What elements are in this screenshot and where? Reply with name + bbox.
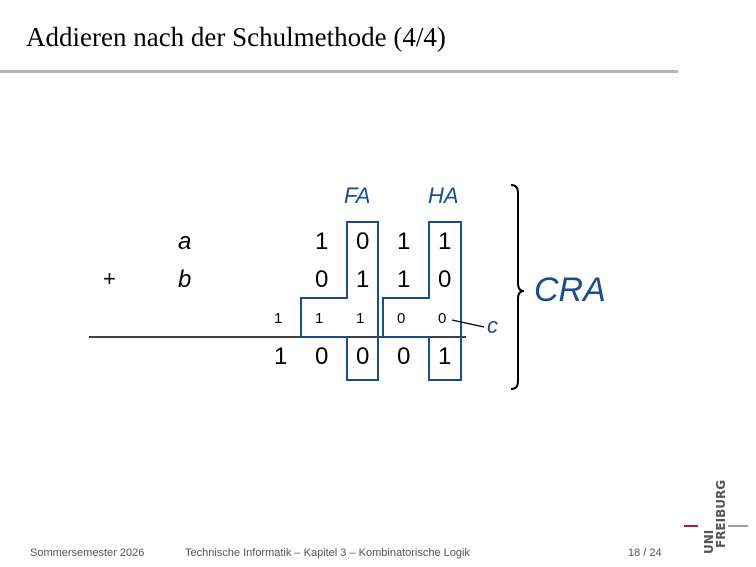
carry-pointer-line: [452, 320, 484, 327]
footer-course: Technische Informatik – Kapitel 3 – Kombinatorische Logik: [185, 547, 470, 559]
sum-digit: 1: [274, 343, 288, 370]
digit-b: 1: [356, 266, 370, 293]
digit-b: 0: [438, 266, 452, 293]
sum-digit: 0: [397, 343, 411, 370]
digit-a: 1: [397, 228, 411, 255]
operand-b-label: b: [178, 266, 192, 293]
carry-digit: 0: [397, 310, 406, 327]
digit-b: 0: [315, 266, 329, 293]
footer-semester: Sommersemester 2026: [30, 547, 145, 559]
operand-a-label: a: [178, 228, 192, 255]
plus-sign: +: [103, 266, 116, 291]
carry-digit: 1: [315, 310, 324, 327]
digit-a: 1: [438, 228, 452, 255]
digit-b: 1: [397, 266, 411, 293]
full-adder-label: FA: [344, 183, 371, 208]
half-adder-label: HA: [428, 183, 459, 208]
carry-digit: 1: [274, 310, 283, 327]
sum-digit: 0: [315, 343, 329, 370]
carry-digit: 0: [438, 310, 447, 327]
university-logo: [684, 478, 750, 558]
cra-brace: [511, 185, 524, 389]
slide-title: Addieren nach der Schulmethode (4/4): [26, 22, 446, 52]
digit-a: 0: [356, 228, 370, 255]
carry-digit: 1: [356, 310, 365, 327]
cra-label: CRA: [534, 271, 606, 309]
sum-digit: 0: [356, 343, 370, 370]
logo-text-uni: UNI: [702, 529, 716, 554]
footer-page-number: 18 / 24: [628, 547, 662, 559]
sum-digit: 1: [438, 343, 452, 370]
logo-text-freiburg: FREIBURG: [714, 479, 728, 548]
digit-a: 1: [315, 228, 329, 255]
carry-variable-label: c: [487, 313, 498, 338]
